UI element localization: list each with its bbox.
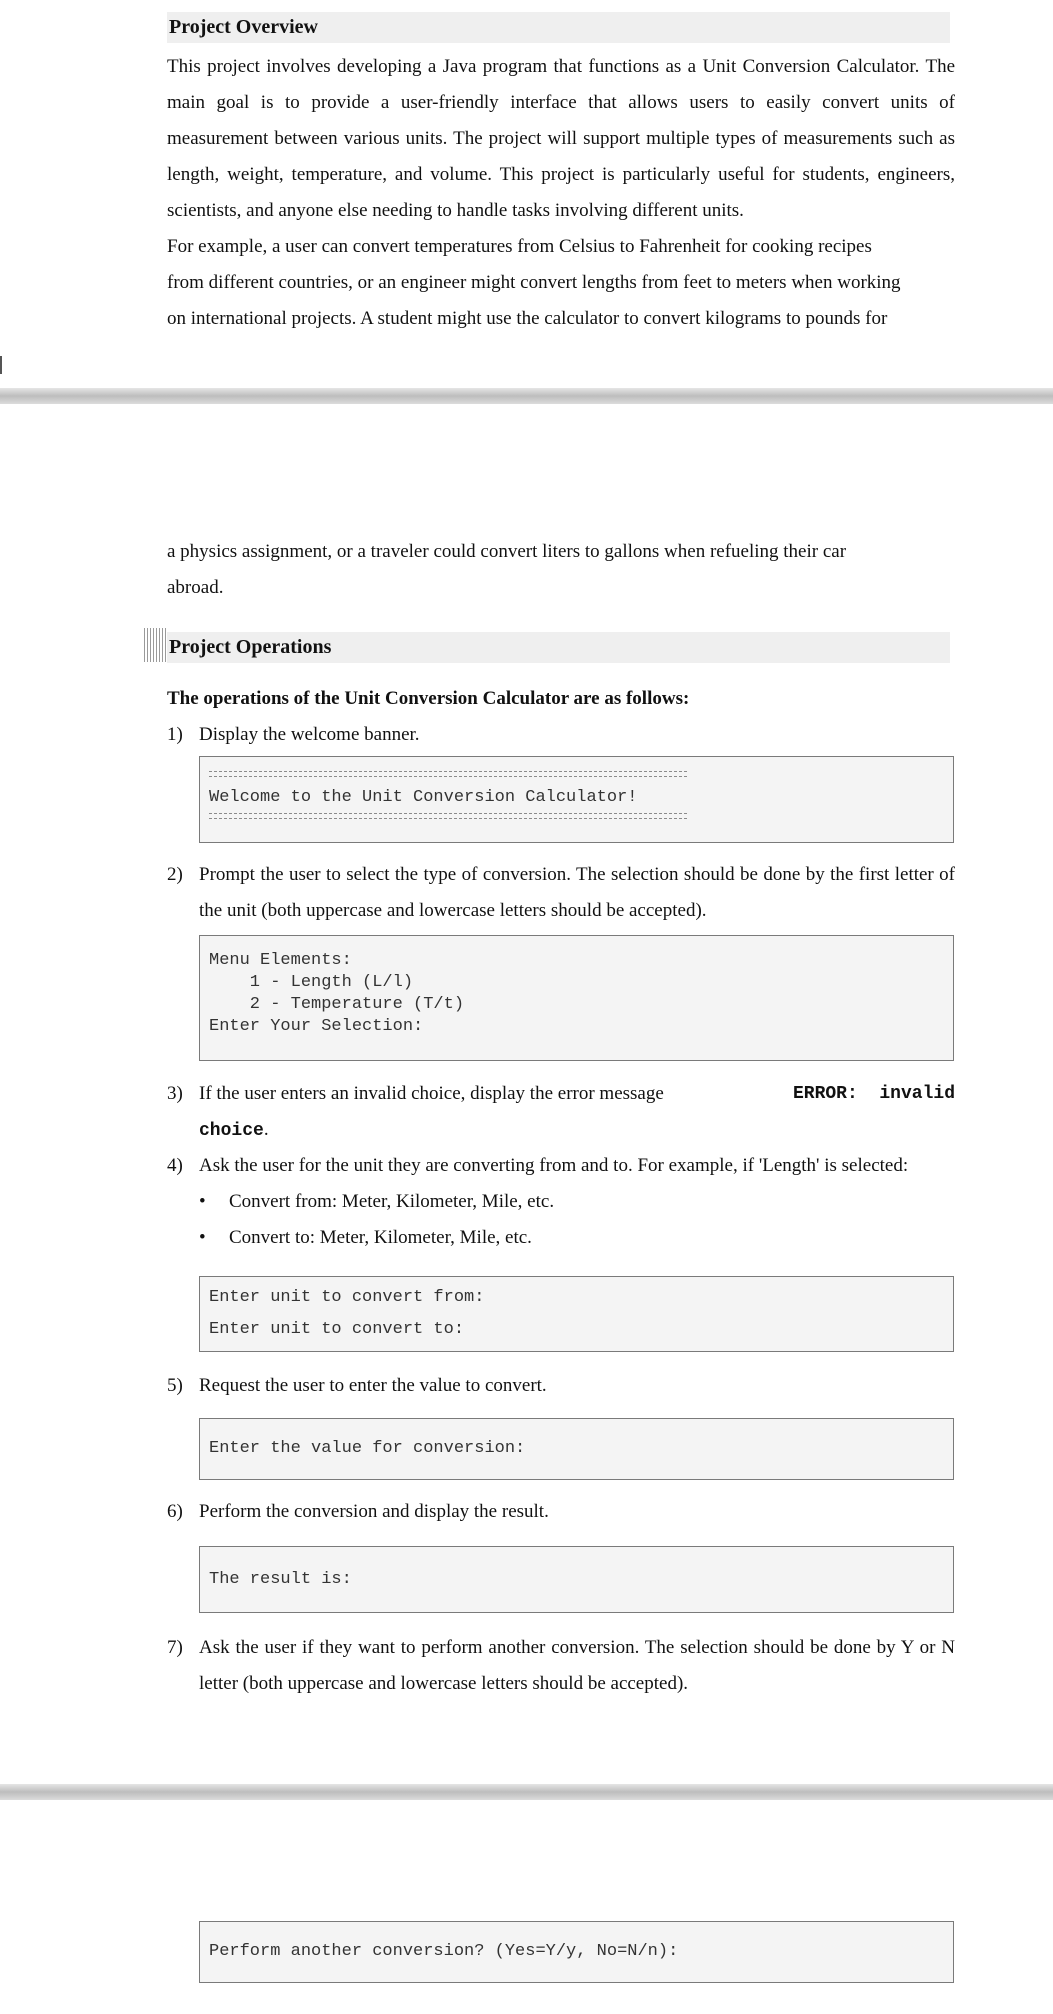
bullet-2-symbol: • [199,1227,206,1248]
convert-from-prompt: Enter unit to convert from: [209,1288,485,1307]
menu-item-temperature: 2 - Temperature (T/t) [209,995,465,1014]
banner-separator-bottom [209,813,687,819]
example-line-3: on international projects. A student might use the calculator to convert kilograms to pounds for [167,308,888,329]
step-7-text: Ask the user if they want to perform another conversion. The selection should be done by Y or N letter (both uppercase and lowercase letters should be accepted). [199,1637,955,1694]
error-message-code-cont: choice [199,1121,264,1141]
document-page-1 [0,0,1053,388]
bullet-1-text: Convert from: Meter, Kilometer, Mile, etc. [229,1191,555,1212]
step-1-number: 1) [167,724,183,745]
result-prompt: The result is: [209,1570,352,1589]
banner-text: Welcome to the Unit Conversion Calculator! [209,788,638,807]
heading-hatch-decoration [144,628,166,662]
menu-box [199,935,954,1061]
value-prompt-box [199,1418,954,1480]
step-6-number: 6) [167,1501,183,1522]
menu-title: Menu Elements: [209,951,352,970]
again-prompt-box [199,1921,954,1983]
step-4-number: 4) [167,1155,183,1176]
step-4-text: Ask the user for the unit they are converting from and to. For example, if 'Length' is selected: [199,1155,909,1176]
document-page-2 [0,404,1053,1784]
unit-prompt-box [199,1276,954,1352]
step-3-text: If the user enters an invalid choice, display the error message [199,1083,664,1104]
operations-intro: The operations of the Unit Conversion Calculator are as follows: [167,688,690,709]
menu-prompt: Enter Your Selection: [209,1017,424,1036]
continued-line-1: a physics assignment, or a traveler could convert liters to gallons when refueling their car [167,541,847,562]
example-line-2: from different countries, or an engineer might convert lengths from feet to meters when working [167,272,901,293]
section-heading-operations: Project Operations [167,632,950,663]
page-break [0,1784,1053,1800]
page-break [0,388,1053,404]
again-prompt: Perform another conversion? (Yes=Y/y, No=N/n): [209,1942,679,1961]
step-6-text: Perform the conversion and display the result. [199,1501,549,1522]
page-edge-mark [0,356,2,374]
step-3-line-1 [199,1076,955,1112]
step-3-period: . [263,1119,269,1140]
step-1-text: Display the welcome banner. [199,724,420,745]
bullet-2-text: Convert to: Meter, Kilometer, Mile, etc. [229,1227,532,1248]
section-heading-overview: Project Overview [167,12,950,43]
bullet-1-symbol: • [199,1191,206,1212]
error-message-code: ERROR: invalid [792,1084,955,1104]
step-2-text: Prompt the user to select the type of conversion. The selection should be done by the first letter of the unit (both uppercase and lowercase letters should be accepted). [199,864,955,921]
step-3-line-2 [199,1112,269,1149]
step-7-number: 7) [167,1637,183,1658]
result-box [199,1546,954,1613]
continued-line-2: abroad. [167,577,224,598]
menu-item-length: 1 - Length (L/l) [209,973,414,992]
welcome-banner-box [199,756,954,843]
overview-paragraph: This project involves developing a Java program that functions as a Unit Conversion Calculator. The main goal is to provide a user-friendly interface that allows users to easily convert units of measurement between various units. The project will support multiple types of measurements such as length, weight, temperature, and volume. This project is particularly useful for students, engineers, scientists, and anyone else needing to handle tasks involving different units. [167,56,955,221]
example-line-1: For example, a user can convert temperatures from Celsius to Fahrenheit for cooking recipes [167,236,872,257]
document-page-3 [0,1800,1053,2014]
banner-separator-top [209,771,687,777]
step-2-number: 2) [167,864,183,885]
step-5-number: 5) [167,1375,183,1396]
step-3-number: 3) [167,1083,183,1104]
convert-to-prompt: Enter unit to convert to: [209,1320,465,1339]
step-5-text: Request the user to enter the value to convert. [199,1375,547,1396]
value-prompt: Enter the value for conversion: [209,1439,526,1458]
